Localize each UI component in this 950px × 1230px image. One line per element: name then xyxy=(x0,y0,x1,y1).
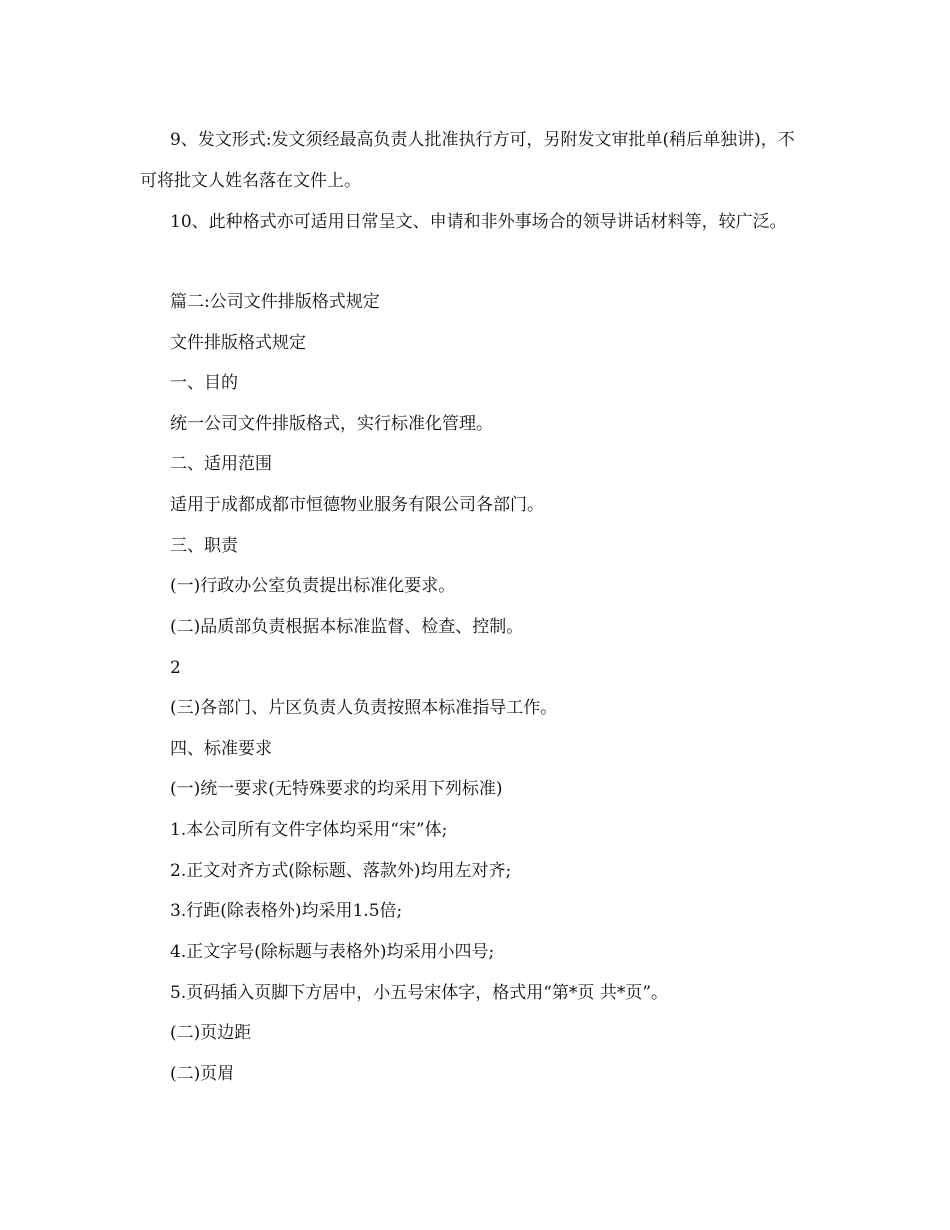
heading-scope: 二、适用范围 xyxy=(170,454,272,474)
paragraph-item-10: 10、此种格式亦可适用日常呈文、申请和非外事场合的领导讲话材料等，较广泛。 xyxy=(170,212,787,232)
paragraph-item-9: 9、发文形式:发文须经最高负责人批准执行方可，另附发文审批单(稍后单独讲)，不可将批文人姓名落在文件上。 xyxy=(140,130,795,191)
responsibility-item: (三)各部门、片区负责人负责按照本标准指导工作。 xyxy=(170,698,558,718)
scope-text: 适用于成都成都市恒德物业服务有限公司各部门。 xyxy=(170,495,544,515)
subheading-unified: (一)统一要求(无特殊要求的均采用下列标准) xyxy=(170,779,503,799)
heading-purpose: 一、目的 xyxy=(170,373,238,393)
page-number: 2 xyxy=(170,658,181,678)
purpose-text: 统一公司文件排版格式，实行标准化管理。 xyxy=(170,414,493,434)
section-title: 篇二:公司文件排版格式规定 xyxy=(170,292,380,312)
standard-item: 5.页码插入页脚下方居中，小五号宋体字，格式用“第*页 共*页”。 xyxy=(170,983,669,1003)
standard-item: 4.正文字号(除标题与表格外)均采用小四号; xyxy=(170,942,495,962)
standard-item: 2.正文对齐方式(除标题、落款外)均用左对齐; xyxy=(170,861,512,881)
heading-responsibilities: 三、职责 xyxy=(170,536,238,556)
document-heading: 文件排版格式规定 xyxy=(170,333,306,353)
standard-item: 1.本公司所有文件字体均采用“宋”体; xyxy=(170,820,448,840)
standard-item: 3.行距(除表格外)均采用1.5倍; xyxy=(170,901,403,921)
heading-standards: 四、标准要求 xyxy=(170,739,272,759)
responsibility-item: (二)品质部负责根据本标准监督、检查、控制。 xyxy=(170,617,524,637)
subheading-header: (二)页眉 xyxy=(170,1064,235,1084)
responsibility-item: (一)行政办公室负责提出标准化要求。 xyxy=(170,576,456,596)
subheading-margins: (二)页边距 xyxy=(170,1023,252,1043)
